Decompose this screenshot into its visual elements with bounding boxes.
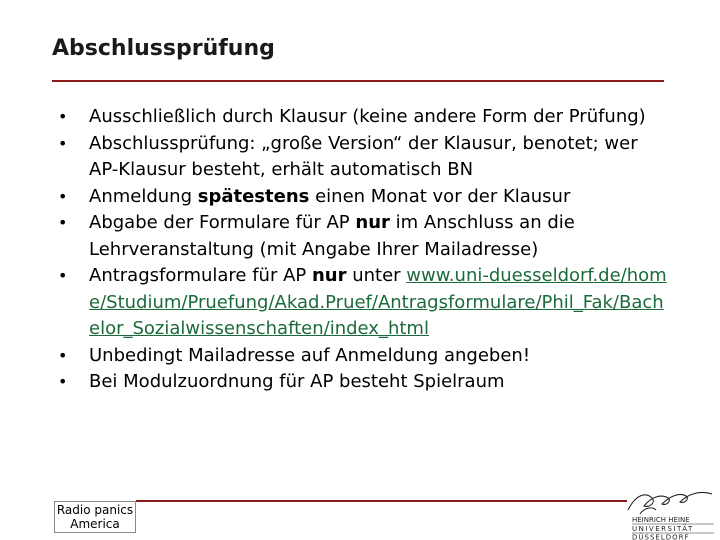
bullet-text: Unbedingt Mailadresse auf Anmeldung angeben!: [89, 344, 531, 366]
bullet-emphasis: nur: [311, 265, 347, 286]
bullet-text: Abgabe der Formulare für AP: [89, 212, 356, 233]
signature-flourish: [628, 492, 712, 510]
forms-link[interactable]: www.uni-duesseldorf.de/home/Studium/Pruefung/Akad.Pruef/Antragsformulare/Phil_Fak/Bachelor_Sozialwissenschaften/index_html: [89, 265, 667, 339]
bullet-text: Abschlussprüfung: „große Version“ der Klausur, benotet; wer AP-Klausur besteht, erhält automatisch BN: [89, 132, 638, 180]
bullet-marker: •: [58, 266, 68, 285]
bullet-item: [58, 104, 668, 131]
bullet-marker: •: [58, 133, 68, 153]
footer-caption-line1: Radio panics: [56, 503, 134, 517]
bullet-text: Ausschließlich durch Klausur (keine andere Form der Prüfung): [89, 106, 646, 127]
bullet-item: [58, 263, 668, 343]
bullet-text: Bei Modulzuordnung für AP besteht Spielraum: [89, 371, 505, 392]
bullet-marker: •: [58, 372, 68, 391]
slide-title: Abschlussprüfung: [52, 36, 275, 61]
university-logo: [622, 484, 718, 540]
bullet-text: einen Monat vor der Klausur: [309, 185, 571, 207]
bullet-marker: •: [58, 107, 68, 126]
footer-caption-line2: America: [70, 517, 120, 531]
bullet-list: [58, 104, 668, 396]
bullet-marker: •: [58, 186, 68, 206]
bullet-item: [58, 131, 668, 184]
bullet-item: [58, 210, 668, 263]
logo-name-line1: HEINRICH HEINE: [632, 516, 690, 524]
bullet-text: unter: [346, 265, 407, 286]
bullet-emphasis: nur: [355, 212, 390, 233]
bullet-item: [58, 184, 668, 211]
logo-name-line2: UNIVERSITÄT: [632, 525, 694, 533]
bullet-marker: •: [58, 213, 68, 232]
bullet-item: [58, 369, 668, 396]
footer-caption-box: [54, 501, 136, 533]
bullet-list-container: [58, 104, 668, 396]
bullet-emphasis: spätestens: [197, 185, 310, 207]
title-divider: [52, 80, 664, 82]
bullet-item: [58, 343, 668, 370]
footer-divider: [136, 500, 627, 502]
bullet-text: im Anschluss an die Lehrveranstaltung (mit Angabe Ihrer Mailadresse): [89, 212, 575, 260]
bullet-text: Anmeldung: [89, 185, 198, 207]
bullet-marker: •: [58, 345, 68, 365]
logo-name-line3: DÜSSELDORF: [632, 533, 690, 540]
bullet-text: Antragsformulare für AP: [89, 265, 312, 286]
